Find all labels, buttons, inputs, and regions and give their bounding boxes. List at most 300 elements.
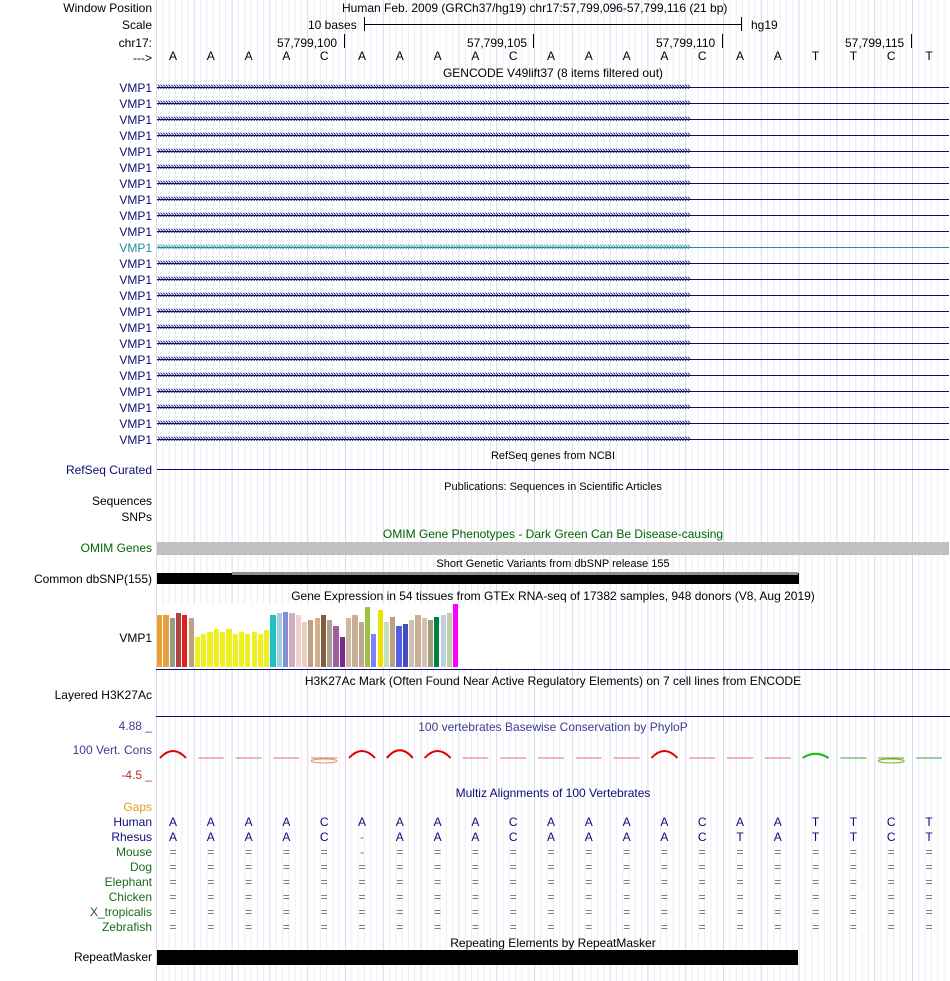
multiz-aligned-base: = bbox=[623, 920, 631, 934]
multiz-species-label[interactable]: Zebrafish bbox=[101, 920, 152, 934]
gencode-gene-label[interactable]: VMP1 bbox=[119, 353, 152, 367]
multiz-aligned-base: = bbox=[698, 845, 706, 859]
multiz-aligned-base: = bbox=[358, 875, 366, 889]
h3k27ac-baseline bbox=[156, 716, 950, 717]
position-tick-label: 57,799,105 bbox=[467, 36, 528, 50]
phylop-positive-score bbox=[387, 750, 413, 758]
multiz-aligned-base: A bbox=[206, 830, 215, 844]
gencode-strand-arrows: ›››››››››››››››››››››››››››››››››››››››››››››››››››››››››››››››››››››››››››››››››››››››››››››››››››››››››››››››››››››››››››››››››››››››››››››››››››››››››››››››››››››››››››››››››››››››››››››››››››››››› bbox=[157, 226, 690, 236]
multiz-aligned-base: = bbox=[623, 845, 631, 859]
multiz-aligned-base: = bbox=[320, 845, 328, 859]
scale-assembly: hg19 bbox=[751, 18, 778, 32]
gencode-gene-label[interactable]: VMP1 bbox=[119, 241, 152, 255]
multiz-aligned-base: - bbox=[360, 845, 364, 859]
gencode-gene-label[interactable]: VMP1 bbox=[119, 321, 152, 335]
gtex-tissue-bar[interactable] bbox=[182, 615, 187, 667]
phylop-negative-score-marker bbox=[311, 759, 337, 763]
phylop-min-label: -4.5 _ bbox=[121, 768, 152, 782]
multiz-aligned-base: = bbox=[774, 845, 782, 859]
gencode-strand-arrows: ›››››››››››››››››››››››››››››››››››››››››››››››››››››››››››››››››››››››››››››››››››››››››››››››››››››››››››››››››››››››››››››››››››››››››››››››››››››››››››››››››››››››››››››››››››››››››››››››››››››››› bbox=[157, 434, 690, 444]
gencode-strand-arrows: ›››››››››››››››››››››››››››››››››››››››››››››››››››››››››››››››››››››››››››››››››››››››››››››››››››››››››››››››››››››››››››››››››››››››››››››››››››››››››››››››››››››››››››››››››››››››››››››››››››››››› bbox=[157, 274, 690, 284]
gtex-tissue-bar[interactable] bbox=[289, 613, 294, 667]
multiz-aligned-base: = bbox=[282, 920, 290, 934]
multiz-aligned-base: T bbox=[925, 815, 933, 829]
phylop-positive-score bbox=[160, 751, 186, 758]
multiz-aligned-base: = bbox=[358, 860, 366, 874]
gtex-tissue-bar[interactable] bbox=[340, 637, 345, 667]
multiz-aligned-base: A bbox=[471, 830, 480, 844]
multiz-aligned-base: = bbox=[282, 845, 290, 859]
gencode-gene-label[interactable]: VMP1 bbox=[119, 305, 152, 319]
multiz-aligned-base: = bbox=[585, 845, 593, 859]
position-tick bbox=[722, 34, 723, 48]
gtex-tissue-bar[interactable] bbox=[321, 615, 326, 667]
multiz-aligned-base: = bbox=[698, 875, 706, 889]
multiz-aligned-base: = bbox=[736, 875, 744, 889]
multiz-aligned-base: A bbox=[622, 815, 631, 829]
gtex-tissue-bar[interactable] bbox=[390, 617, 395, 667]
gencode-strand-arrows: ›››››››››››››››››››››››››››››››››››››››››››››››››››››››››››››››››››››››››››››››››››››››››››››››››››››››››››››››››››››››››››››››››››››››››››››››››››››››››››››››››››››››››››››››››››››››››››››››››››››››› bbox=[157, 290, 690, 300]
gtex-track-title[interactable]: Gene Expression in 54 tissues from GTEx RNA-seq of 17382 samples, 948 donors (V8, Aug 2019) bbox=[291, 589, 815, 603]
gtex-tissue-bar[interactable] bbox=[453, 604, 458, 667]
multiz-aligned-base: = bbox=[245, 860, 253, 874]
multiz-aligned-base: = bbox=[887, 845, 895, 859]
gtex-tissue-bar[interactable] bbox=[308, 620, 313, 667]
multiz-aligned-base: A bbox=[735, 815, 744, 829]
gtex-tissue-bar[interactable] bbox=[434, 617, 439, 667]
multiz-aligned-base: = bbox=[396, 890, 404, 904]
multiz-aligned-base: = bbox=[547, 920, 555, 934]
publications-sequences-label[interactable]: Sequences bbox=[91, 494, 152, 508]
position-tick-label: 57,799,100 bbox=[277, 36, 338, 50]
gencode-strand-arrows: ›››››››››››››››››››››››››››››››››››››››››››››››››››››››››››››››››››››››››››››››››››››››››››››››››››››››››››››››››››››››››››››››››››››››››››››››››››››››››››››››››››››››››››››››››››››››››››››››››››››››› bbox=[157, 98, 690, 108]
multiz-species-label[interactable]: Chicken bbox=[108, 890, 152, 904]
gtex-tissue-bar[interactable] bbox=[270, 615, 275, 667]
reference-base: A bbox=[546, 49, 555, 63]
phylop-positive-score bbox=[803, 754, 829, 758]
multiz-species-label[interactable]: Mouse bbox=[115, 845, 152, 859]
multiz-aligned-base: = bbox=[774, 860, 782, 874]
multiz-aligned-base: = bbox=[736, 920, 744, 934]
multiz-aligned-base: = bbox=[585, 905, 593, 919]
multiz-aligned-base: T bbox=[849, 830, 858, 844]
multiz-aligned-base: = bbox=[547, 905, 555, 919]
window-position-value: Human Feb. 2009 (GRCh37/hg19) chr17:57,799,096-57,799,116 (21 bp) bbox=[342, 1, 728, 15]
multiz-aligned-base: = bbox=[207, 905, 215, 919]
refseq-track-label[interactable]: RefSeq Curated bbox=[65, 463, 152, 477]
gtex-tissue-bar[interactable] bbox=[264, 630, 269, 667]
gtex-tissue-bar[interactable] bbox=[176, 613, 181, 667]
reference-base: A bbox=[206, 49, 215, 63]
multiz-aligned-base: = bbox=[282, 875, 290, 889]
multiz-aligned-base: = bbox=[434, 860, 442, 874]
multiz-aligned-base: = bbox=[925, 860, 933, 874]
dbsnp-track-label[interactable]: Common dbSNP(155) bbox=[33, 572, 152, 586]
multiz-aligned-base: = bbox=[698, 920, 706, 934]
reference-base: A bbox=[244, 49, 253, 63]
reference-base: A bbox=[584, 49, 593, 63]
multiz-aligned-base: A bbox=[206, 815, 215, 829]
reference-base: C bbox=[508, 49, 518, 63]
gencode-gene-label[interactable]: VMP1 bbox=[119, 97, 152, 111]
repeatmasker-track-title[interactable]: Repeating Elements by RepeatMasker bbox=[450, 936, 656, 950]
multiz-aligned-base: = bbox=[169, 845, 177, 859]
omim-gene-block[interactable] bbox=[157, 542, 949, 555]
reference-base: A bbox=[433, 49, 442, 63]
multiz-aligned-base: = bbox=[509, 845, 517, 859]
multiz-aligned-base: = bbox=[358, 890, 366, 904]
multiz-aligned-base: = bbox=[774, 875, 782, 889]
position-tick bbox=[911, 34, 912, 48]
gencode-strand-arrows: ›››››››››››››››››››››››››››››››››››››››››››››››››››››››››››››››››››››››››››››››››››››››››››››››››››››››››››››››››››››››››››››››››››››››››››››››››››››››››››››››››››››››››››››››››››››››››››››››››››››››› bbox=[157, 258, 690, 268]
gencode-gene-label[interactable]: VMP1 bbox=[119, 209, 152, 223]
gencode-gene-label[interactable]: VMP1 bbox=[119, 129, 152, 143]
h3k27ac-track-label[interactable]: Layered H3K27Ac bbox=[54, 688, 152, 702]
multiz-aligned-base: = bbox=[660, 860, 668, 874]
gtex-tissue-bar[interactable] bbox=[396, 626, 401, 667]
gtex-tissue-bar[interactable] bbox=[346, 618, 351, 667]
gtex-tissue-bar[interactable] bbox=[302, 622, 307, 667]
gencode-gene-label[interactable]: VMP1 bbox=[119, 145, 152, 159]
gtex-tissue-bar[interactable] bbox=[195, 637, 200, 667]
reference-base: C bbox=[886, 49, 896, 63]
reference-base: C bbox=[697, 49, 707, 63]
gtex-tissue-bar[interactable] bbox=[214, 629, 219, 667]
gtex-tissue-bar[interactable] bbox=[277, 613, 282, 667]
multiz-aligned-base: = bbox=[849, 845, 857, 859]
position-tick bbox=[533, 34, 534, 48]
window-position-label: Window Position bbox=[63, 1, 152, 15]
multiz-aligned-base: = bbox=[434, 920, 442, 934]
multiz-aligned-base: A bbox=[433, 830, 442, 844]
multiz-aligned-base: = bbox=[547, 860, 555, 874]
gencode-gene-label[interactable]: VMP1 bbox=[119, 81, 152, 95]
scale-label: Scale bbox=[121, 18, 152, 32]
multiz-aligned-base: = bbox=[774, 890, 782, 904]
omim-track-label[interactable]: OMIM Genes bbox=[80, 541, 152, 555]
repeatmasker-element-block[interactable] bbox=[157, 950, 798, 965]
position-tick-label: 57,799,110 bbox=[656, 36, 716, 50]
gtex-tissue-bar[interactable] bbox=[157, 615, 162, 667]
multiz-aligned-base: = bbox=[282, 890, 290, 904]
multiz-aligned-base: = bbox=[925, 890, 933, 904]
multiz-species-label[interactable]: Dog bbox=[129, 860, 152, 874]
gtex-tissue-bar[interactable] bbox=[189, 618, 194, 667]
multiz-aligned-base: = bbox=[434, 905, 442, 919]
gencode-strand-arrows: ›››››››››››››››››››››››››››››››››››››››››››››››››››››››››››››››››››››››››››››››››››››››››››››››››››››››››››››››››››››››››››››››››››››››››››››››››››››››››››››››››››››››››››››››››››››››››››››››››››››››› bbox=[157, 386, 690, 396]
multiz-species-label[interactable]: Human bbox=[113, 815, 152, 829]
gencode-strand-arrows: ›››››››››››››››››››››››››››››››››››››››››››››››››››››››››››››››››››››››››››››››››››››››››››››››››››››››››››››››››››››››››››››››››››››››››››››››››››››››››››››››››››››››››››››››››››››››››››››››››››››››› bbox=[157, 178, 690, 188]
multiz-aligned-base: = bbox=[887, 905, 895, 919]
phylop-max-label: 4.88 _ bbox=[118, 719, 152, 733]
multiz-aligned-base: T bbox=[925, 830, 933, 844]
scale-text: 10 bases bbox=[308, 18, 357, 32]
scale-bar-left-tick bbox=[364, 17, 365, 31]
gtex-tissue-bar[interactable] bbox=[239, 632, 244, 667]
gencode-strand-arrows: ›››››››››››››››››››››››››››››››››››››››››››››››››››››››››››››››››››››››››››››››››››››››››››››››››››››››››››››››››››››››››››››››››››››››››››››››››››››››››››››››››››››››››››››››››››››››››››››››››››››››› bbox=[157, 370, 690, 380]
gencode-gene-label[interactable]: VMP1 bbox=[119, 161, 152, 175]
gtex-tissue-bar[interactable] bbox=[170, 618, 175, 667]
multiz-aligned-base: = bbox=[698, 860, 706, 874]
multiz-aligned-base: = bbox=[547, 875, 555, 889]
multiz-aligned-base: C bbox=[697, 830, 707, 844]
multiz-aligned-base: = bbox=[812, 845, 820, 859]
reference-base: A bbox=[471, 49, 480, 63]
gtex-tissue-bar[interactable] bbox=[252, 632, 257, 667]
gtex-tissue-bar[interactable] bbox=[233, 634, 238, 667]
multiz-aligned-base: = bbox=[207, 920, 215, 934]
gtex-tissue-bar[interactable] bbox=[352, 615, 357, 667]
multiz-aligned-base: = bbox=[320, 860, 328, 874]
phylop-positive-score bbox=[425, 751, 451, 758]
dbsnp-track-title[interactable]: Short Genetic Variants from dbSNP release 155 bbox=[436, 558, 670, 570]
multiz-aligned-base: = bbox=[774, 905, 782, 919]
gtex-tissue-bar[interactable] bbox=[371, 634, 376, 667]
multiz-aligned-base: = bbox=[396, 875, 404, 889]
multiz-aligned-base: = bbox=[698, 905, 706, 919]
refseq-track-title[interactable]: RefSeq genes from NCBI bbox=[490, 450, 616, 462]
chrom-label: chr17: bbox=[118, 36, 152, 50]
multiz-aligned-base: = bbox=[434, 890, 442, 904]
multiz-track-title[interactable]: Multiz Alignments of 100 Vertebrates bbox=[455, 786, 651, 800]
gencode-gene-label[interactable]: VMP1 bbox=[119, 337, 152, 351]
multiz-aligned-base: = bbox=[660, 875, 668, 889]
multiz-aligned-base: = bbox=[320, 890, 328, 904]
multiz-aligned-base: = bbox=[849, 905, 857, 919]
gtex-tissue-bar[interactable] bbox=[378, 610, 383, 667]
multiz-aligned-base: C bbox=[697, 815, 707, 829]
gencode-gene-label[interactable]: VMP1 bbox=[119, 113, 152, 127]
multiz-aligned-base: = bbox=[509, 875, 517, 889]
gtex-tissue-bar[interactable] bbox=[163, 615, 168, 667]
gencode-strand-arrows: ›››››››››››››››››››››››››››››››››››››››››››››››››››››››››››››››››››››››››››››››››››››››››››››››››››››››››››››››››››››››››››››››››››››››››››››››››››››››››››››››››››››››››››››››››››››››››››››››››››››››› bbox=[157, 354, 690, 364]
gencode-gene-label[interactable]: VMP1 bbox=[119, 289, 152, 303]
multiz-aligned-base: = bbox=[320, 875, 328, 889]
gencode-strand-arrows: ›››››››››››››››››››››››››››››››››››››››››››››››››››››››››››››››››››››››››››››››››››››››››››››››››››››››››››››››››››››››››››››››››››››››››››››››››››››››››››››››››››››››››››››››››››››››››››››››››››››››› bbox=[157, 114, 690, 124]
multiz-aligned-base: = bbox=[812, 920, 820, 934]
gtex-tissue-bar[interactable] bbox=[422, 618, 427, 667]
multiz-aligned-base: A bbox=[244, 830, 253, 844]
phylop-positive-score bbox=[651, 751, 677, 758]
multiz-aligned-base: = bbox=[471, 875, 479, 889]
multiz-aligned-base: = bbox=[547, 845, 555, 859]
multiz-aligned-base: T bbox=[811, 815, 820, 829]
gencode-gene-label[interactable]: VMP1 bbox=[119, 193, 152, 207]
multiz-aligned-base: A bbox=[584, 830, 593, 844]
multiz-aligned-base: = bbox=[925, 845, 933, 859]
gencode-gene-label[interactable]: VMP1 bbox=[119, 401, 152, 415]
strand-label: ---> bbox=[133, 51, 152, 65]
gencode-strand-arrows: ›››››››››››››››››››››››››››››››››››››››››››››››››››››››››››››››››››››››››››››››››››››››››››››››››››››››››››››››››››››››››››››››››››››››››››››››››››››››››››››››››››››››››››››››››››››››››››››››››››››››› bbox=[157, 82, 690, 92]
scale-bar bbox=[365, 24, 741, 25]
multiz-aligned-base: = bbox=[471, 920, 479, 934]
gtex-tissue-bar[interactable] bbox=[359, 622, 364, 667]
gencode-gene-label[interactable]: VMP1 bbox=[119, 225, 152, 239]
reference-base: A bbox=[395, 49, 404, 63]
multiz-aligned-base: = bbox=[585, 860, 593, 874]
multiz-aligned-base: C bbox=[319, 815, 329, 829]
multiz-aligned-base: A bbox=[546, 830, 555, 844]
multiz-aligned-base: A bbox=[622, 830, 631, 844]
multiz-aligned-base: = bbox=[471, 905, 479, 919]
gencode-strand-arrows: ›››››››››››››››››››››››››››››››››››››››››››››››››››››››››››››››››››››››››››››››››››››››››››››››››››››››››››››››››››››››››››››››››››››››››››››››››››››››››››››››››››››››››››››››››››››››››››››››››››››››› bbox=[157, 242, 690, 252]
gtex-tissue-bar[interactable] bbox=[201, 634, 206, 667]
multiz-aligned-base: = bbox=[245, 890, 253, 904]
phylop-track-label[interactable]: 100 Vert. Cons bbox=[72, 743, 152, 757]
multiz-aligned-base: = bbox=[396, 920, 404, 934]
multiz-aligned-base: = bbox=[849, 875, 857, 889]
multiz-aligned-base: = bbox=[623, 860, 631, 874]
publications-snps-label[interactable]: SNPs bbox=[121, 510, 152, 524]
gencode-gene-label[interactable]: VMP1 bbox=[119, 177, 152, 191]
position-tick-label: 57,799,115 bbox=[845, 36, 905, 50]
multiz-aligned-base: = bbox=[245, 875, 253, 889]
multiz-aligned-base: = bbox=[774, 920, 782, 934]
multiz-aligned-base: = bbox=[434, 875, 442, 889]
reference-base: A bbox=[660, 49, 669, 63]
multiz-aligned-base: = bbox=[207, 860, 215, 874]
gtex-tissue-bar[interactable] bbox=[403, 624, 408, 667]
gencode-strand-arrows: ›››››››››››››››››››››››››››››››››››››››››››››››››››››››››››››››››››››››››››››››››››››››››››››››››››››››››››››››››››››››››››››››››››››››››››››››››››››››››››››››››››››››››››››››››››››››››››››››››››››››› bbox=[157, 322, 690, 332]
gencode-gene-label[interactable]: VMP1 bbox=[119, 433, 152, 447]
gtex-tissue-bar[interactable] bbox=[441, 615, 446, 667]
multiz-aligned-base: = bbox=[660, 920, 668, 934]
multiz-species-label[interactable]: Rhesus bbox=[111, 830, 152, 844]
multiz-aligned-base: = bbox=[887, 875, 895, 889]
gtex-tissue-bar[interactable] bbox=[296, 615, 301, 667]
multiz-aligned-base: C bbox=[886, 815, 896, 829]
gencode-track-title[interactable]: GENCODE V49lift37 (8 items filtered out) bbox=[442, 66, 664, 80]
multiz-aligned-base: = bbox=[698, 890, 706, 904]
gtex-tissue-bar[interactable] bbox=[327, 620, 332, 667]
gtex-tissue-bar[interactable] bbox=[207, 632, 212, 667]
gtex-bar-chart[interactable] bbox=[157, 604, 537, 667]
gtex-tissue-bar[interactable] bbox=[333, 626, 338, 667]
multiz-aligned-base: = bbox=[396, 905, 404, 919]
gtex-tissue-bar[interactable] bbox=[365, 607, 370, 667]
multiz-aligned-base: A bbox=[168, 815, 177, 829]
multiz-aligned-base: A bbox=[773, 815, 782, 829]
gtex-track-label[interactable]: VMP1 bbox=[119, 631, 152, 645]
multiz-aligned-base: = bbox=[925, 875, 933, 889]
multiz-aligned-base: A bbox=[660, 815, 669, 829]
gencode-gene-label[interactable]: VMP1 bbox=[119, 385, 152, 399]
gtex-tissue-bar[interactable] bbox=[220, 632, 225, 667]
multiz-aligned-base: = bbox=[396, 845, 404, 859]
reference-base: T bbox=[811, 49, 820, 63]
gtex-tissue-bar[interactable] bbox=[415, 615, 420, 667]
multiz-aligned-base: = bbox=[471, 860, 479, 874]
multiz-aligned-base: A bbox=[168, 830, 177, 844]
reference-base: A bbox=[168, 49, 177, 63]
multiz-species-label[interactable]: X_tropicalis bbox=[89, 905, 152, 919]
multiz-aligned-base: = bbox=[887, 890, 895, 904]
gtex-tissue-bar[interactable] bbox=[226, 629, 231, 667]
gtex-baseline bbox=[156, 669, 950, 670]
multiz-aligned-base: C bbox=[886, 830, 896, 844]
multiz-aligned-base: = bbox=[282, 905, 290, 919]
multiz-aligned-base: = bbox=[245, 845, 253, 859]
multiz-aligned-base: = bbox=[812, 890, 820, 904]
multiz-aligned-base: = bbox=[245, 920, 253, 934]
phylop-conservation-plot[interactable] bbox=[0, 740, 950, 770]
multiz-aligned-base: = bbox=[434, 845, 442, 859]
dbsnp-variant-highlight[interactable] bbox=[232, 572, 798, 575]
multiz-aligned-base: = bbox=[887, 920, 895, 934]
gencode-gene-label[interactable]: VMP1 bbox=[119, 369, 152, 383]
reference-base: T bbox=[849, 49, 858, 63]
multiz-aligned-base: A bbox=[546, 815, 555, 829]
multiz-aligned-base: T bbox=[736, 830, 744, 844]
multiz-aligned-base: = bbox=[736, 845, 744, 859]
multiz-aligned-base: = bbox=[925, 905, 933, 919]
repeatmasker-track-label[interactable]: RepeatMasker bbox=[73, 950, 152, 964]
multiz-aligned-base: A bbox=[395, 815, 404, 829]
multiz-aligned-base: = bbox=[585, 920, 593, 934]
phylop-track-title[interactable]: 100 vertebrates Basewise Conservation by PhyloP bbox=[418, 720, 688, 734]
gtex-tissue-bar[interactable] bbox=[258, 634, 263, 667]
reference-base: C bbox=[319, 49, 329, 63]
gtex-tissue-bar[interactable] bbox=[245, 634, 250, 667]
multiz-species-label[interactable]: Elephant bbox=[104, 875, 152, 889]
gencode-gene-label[interactable]: VMP1 bbox=[119, 257, 152, 271]
multiz-gaps-label[interactable]: Gaps bbox=[123, 800, 152, 814]
multiz-aligned-base: = bbox=[623, 905, 631, 919]
multiz-aligned-base: = bbox=[471, 890, 479, 904]
gtex-tissue-bar[interactable] bbox=[384, 622, 389, 667]
publications-track-title[interactable]: Publications: Sequences in Scientific Articles bbox=[444, 481, 662, 493]
reference-base: A bbox=[357, 49, 366, 63]
multiz-aligned-base: T bbox=[849, 815, 858, 829]
multiz-aligned-base: = bbox=[509, 890, 517, 904]
gencode-strand-arrows: ›››››››››››››››››››››››››››››››››››››››››››››››››››››››››››››››››››››››››››››››››››››››››››››››››››››››››››››››››››››››››››››››››››››››››››››››››››››››››››››››››››››››››››››››››››››››››››››››››››››››› bbox=[157, 418, 690, 428]
multiz-aligned-base: = bbox=[207, 845, 215, 859]
reference-base: A bbox=[622, 49, 631, 63]
reference-base: A bbox=[773, 49, 782, 63]
omim-track-title[interactable]: OMIM Gene Phenotypes - Dark Green Can Be Disease-causing bbox=[382, 527, 724, 541]
multiz-aligned-base: A bbox=[357, 815, 366, 829]
multiz-aligned-base: A bbox=[471, 815, 480, 829]
multiz-aligned-base: = bbox=[812, 905, 820, 919]
multiz-aligned-base: A bbox=[395, 830, 404, 844]
gtex-tissue-bar[interactable] bbox=[409, 620, 414, 667]
gencode-gene-label[interactable]: VMP1 bbox=[119, 273, 152, 287]
multiz-aligned-base: = bbox=[736, 905, 744, 919]
multiz-aligned-base: A bbox=[660, 830, 669, 844]
reference-base: A bbox=[282, 49, 291, 63]
multiz-aligned-base: C bbox=[319, 830, 329, 844]
multiz-aligned-base: = bbox=[320, 905, 328, 919]
h3k27ac-track-title[interactable]: H3K27Ac Mark (Often Found Near Active Regulatory Elements) on 7 cell lines from ENCODE bbox=[304, 674, 802, 688]
gencode-strand-arrows: ›››››››››››››››››››››››››››››››››››››››››››››››››››››››››››››››››››››››››››››››››››››››››››››››››››››››››››››››››››››››››››››››››››››››››››››››››››››››››››››››››››››››››››››››››››››››››››››››››››››››› bbox=[157, 338, 690, 348]
refseq-gene-line[interactable] bbox=[157, 469, 949, 470]
gtex-tissue-bar[interactable] bbox=[283, 612, 288, 667]
gencode-gene-label[interactable]: VMP1 bbox=[119, 417, 152, 431]
gtex-tissue-bar[interactable] bbox=[315, 618, 320, 667]
multiz-aligned-base: A bbox=[584, 815, 593, 829]
gtex-tissue-bar[interactable] bbox=[447, 613, 452, 667]
multiz-aligned-base: = bbox=[849, 860, 857, 874]
scale-bar-right-tick bbox=[741, 17, 742, 31]
multiz-aligned-base: = bbox=[509, 920, 517, 934]
gencode-strand-arrows: ›››››››››››››››››››››››››››››››››››››››››››››››››››››››››››››››››››››››››››››››››››››››››››››››››››››››››››››››››››››››››››››››››››››››››››››››››››››››››››››››››››››››››››››››››››››››››››››››››››››››› bbox=[157, 210, 690, 220]
multiz-aligned-base: = bbox=[736, 890, 744, 904]
multiz-aligned-base: = bbox=[282, 860, 290, 874]
multiz-aligned-base: = bbox=[585, 890, 593, 904]
gtex-tissue-bar[interactable] bbox=[428, 620, 433, 667]
multiz-aligned-base: = bbox=[169, 890, 177, 904]
multiz-aligned-base: = bbox=[169, 875, 177, 889]
